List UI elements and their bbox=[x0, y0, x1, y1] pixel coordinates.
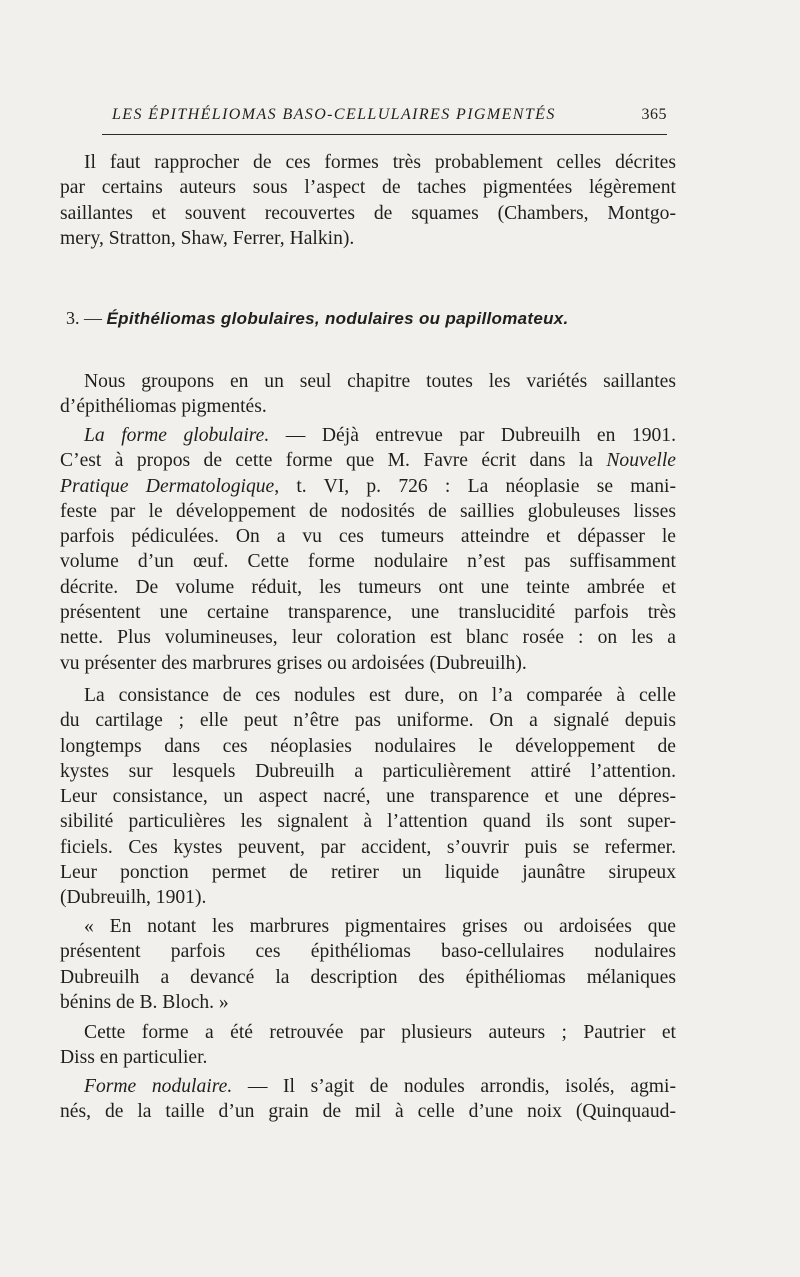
intro-paragraph bbox=[60, 150, 676, 251]
text-line: présentent parfois ces épithéliomas baso-cellulaires nodulaires bbox=[60, 941, 676, 963]
text-line: Leur ponction permet de retirer un liquide jaunâtre sirupeux bbox=[60, 862, 676, 884]
text-line: par certains auteurs sous l’aspect de taches pigmentées légèrement bbox=[60, 177, 676, 199]
text-line: volume d’un œuf. Cette forme nodulaire n’est pas suffisamment bbox=[60, 551, 676, 573]
section-number: 3. — bbox=[66, 308, 102, 328]
text-line: longtemps dans ces néoplasies nodulaires le développement de bbox=[60, 735, 676, 757]
paragraph-consistance bbox=[60, 683, 676, 911]
text-line: vu présenter des marbrures grises ou ardoisées (Dubreuilh). bbox=[60, 652, 527, 674]
book-title: Nouvelle bbox=[606, 450, 676, 472]
section-title: Épithéliomas globulaires, nodulaires ou papillomateux. bbox=[106, 309, 569, 328]
text-line: Dubreuilh a devancé la description des épithéliomas mélaniques bbox=[60, 966, 676, 988]
paragraph-retrouvee bbox=[60, 1020, 676, 1071]
section-heading bbox=[66, 308, 686, 329]
text-line: saillantes et souvent recouvertes de squames (Chambers, Montgo- bbox=[60, 202, 676, 224]
text-line: feste par le développement de nodosités de saillies globuleuses lisses bbox=[60, 500, 676, 522]
page-number: 365 bbox=[641, 106, 667, 123]
text-line: C’est à propos de cette forme que M. Favre écrit dans la Nouvelle bbox=[60, 450, 676, 472]
text-line: La forme globulaire. — Déjà entrevue par Dubreuilh en 1901. bbox=[84, 425, 676, 446]
text-line: d’épithéliomas pigmentés. bbox=[60, 396, 267, 418]
paragraph-groupons bbox=[60, 369, 676, 420]
text-line: Cette forme a été retrouvée par plusieurs auteurs ; Pautrier et bbox=[84, 1022, 676, 1043]
text-line: Nous groupons en un seul chapitre toutes les variétés saillantes bbox=[84, 371, 676, 392]
text-line: Il faut rapprocher de ces formes très probablement celles décrites bbox=[84, 152, 676, 173]
text-line: du cartilage ; elle peut n’être pas uniforme. On a signalé depuis bbox=[60, 710, 676, 732]
text-line: kystes sur lesquels Dubreuilh a particulièrement attiré l’attention. bbox=[60, 760, 676, 782]
text-line: La consistance de ces nodules est dure, on l’a comparée à celle bbox=[84, 685, 676, 706]
text-line: « En notant les marbrures pigmentaires grises ou ardoisées que bbox=[84, 916, 676, 937]
text-line: mery, Stratton, Shaw, Ferrer, Halkin). bbox=[60, 227, 355, 249]
book-title: Pratique Dermatologique bbox=[60, 475, 275, 497]
text-line: Forme nodulaire. — Il s’agit de nodules arrondis, isolés, agmi- bbox=[84, 1076, 676, 1097]
running-title: LES ÉPITHÉLIOMAS BASO-CELLULAIRES PIGMENTÉS bbox=[112, 106, 556, 123]
text-line: ficiels. Ces kystes peuvent, par accident, s’ouvrir puis se refermer. bbox=[60, 836, 676, 858]
text-line: sibilité particulières les signalent à l’attention quand ils sont super- bbox=[60, 811, 676, 833]
text-line: nette. Plus volumineuses, leur coloration est blanc rosée : on les a bbox=[60, 627, 676, 649]
paragraph-forme-nodulaire bbox=[60, 1074, 676, 1125]
text-line: parfois pédiculées. On a vu ces tumeurs atteindre et dépasser le bbox=[60, 526, 676, 548]
text-line: Diss en particulier. bbox=[60, 1047, 208, 1069]
text-line: Leur consistance, un aspect nacré, une transparence et une dépres- bbox=[60, 786, 676, 808]
text-line: (Dubreuilh, 1901). bbox=[60, 887, 207, 909]
paragraph-quote bbox=[60, 914, 676, 1015]
text-line: présentent une certaine transparence, une translucidité parfois très bbox=[60, 602, 676, 624]
text-line: Pratique Dermatologique, t. VI, p. 726 : La néoplasie se mani- bbox=[60, 475, 676, 497]
text-line: décrite. De volume réduit, les tumeurs ont une teinte ambrée et bbox=[60, 576, 676, 598]
text-line: nés, de la taille d’un grain de mil à celle d’une noix (Quinquaud- bbox=[60, 1101, 676, 1123]
runin-heading: Forme nodulaire. bbox=[84, 1076, 233, 1097]
running-head bbox=[112, 106, 667, 124]
header-rule bbox=[102, 134, 667, 135]
text-line: bénins de B. Bloch. » bbox=[60, 991, 229, 1013]
paragraph-forme-globulaire bbox=[60, 423, 676, 676]
runin-heading: La forme globulaire. bbox=[84, 425, 270, 446]
